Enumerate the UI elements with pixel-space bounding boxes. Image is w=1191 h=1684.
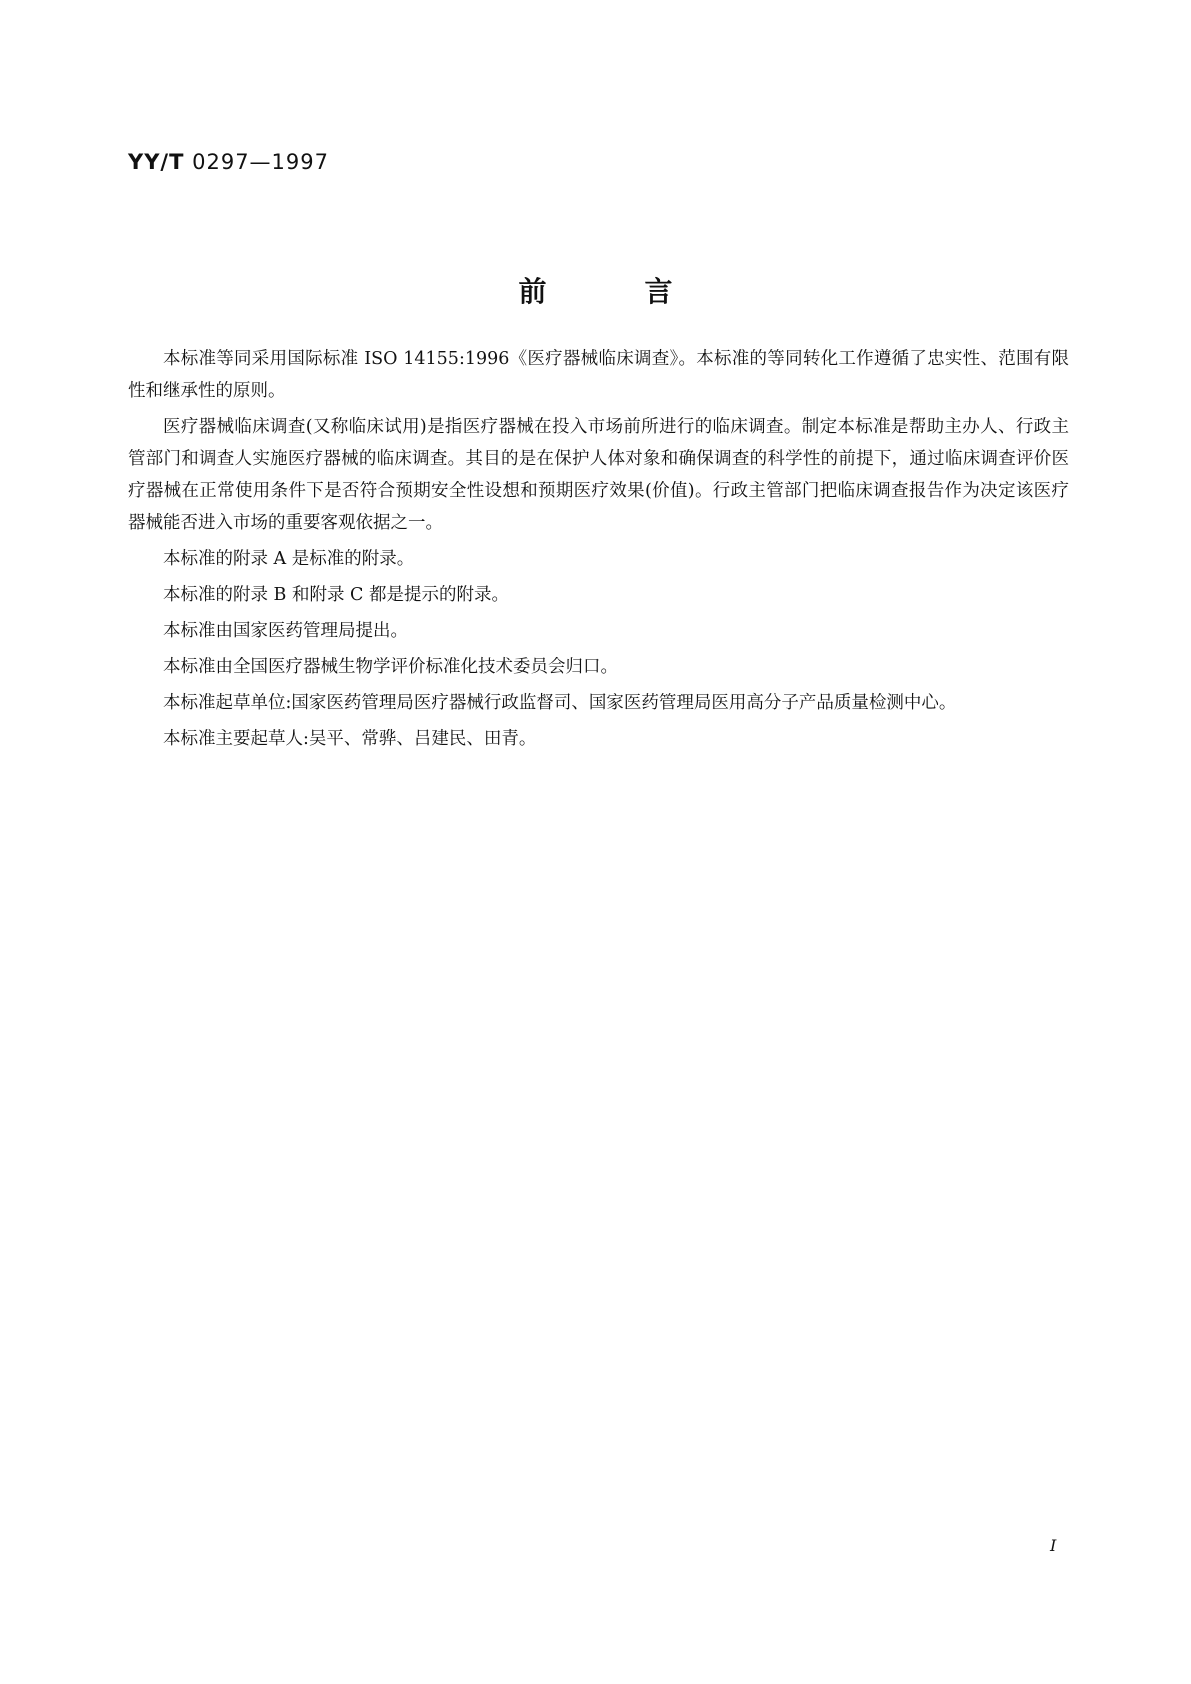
paragraph-drafters: 本标准主要起草人:吴平、常骅、吕建民、田青。	[163, 729, 537, 749]
paragraph-committee: 本标准由全国医疗器械生物学评价标准化技术委员会归口。	[163, 657, 618, 677]
paragraph-adoption: 本标准等同采用国际标准 ISO 14155:1996《医疗器械临床调查》。本标准的等同转化工作遵循了忠实性、范围有限性和继承性的原则。	[128, 349, 1069, 401]
paragraph-definition: 医疗器械临床调查(又称临床试用)是指医疗器械在投入市场前所进行的临床调查。制定本标准是帮助主办人、行政主管部门和调查人实施医疗器械的临床调查。其目的是在保护人体对象和确保调查的科学性的前提下，通过临床调查评价医疗器械在正常使用条件下是否符合预期安全性设想和预期医疗效果(价值)。行政主管部门把临床调查报告作为决定该医疗器械能否进入市场的重要客观依据之一。	[128, 417, 1069, 533]
paragraph-annex-b-c: 本标准的附录 B 和附录 C 都是提示的附录。	[163, 585, 509, 605]
paragraph-proposed-by: 本标准由国家医药管理局提出。	[163, 621, 408, 641]
page-title: 前言	[518, 275, 771, 308]
standard-number: 0297—1997	[192, 150, 329, 174]
standard-code	[128, 150, 329, 174]
standard-prefix: YY/T	[128, 150, 185, 174]
paragraph-annex-a: 本标准的附录 A 是标准的附录。	[163, 549, 415, 569]
paragraph-drafting-units: 本标准起草单位:国家医药管理局医疗器械行政监督司、国家医药管理局医用高分子产品质量检测中心。	[163, 693, 957, 713]
foreword-body	[128, 343, 1069, 759]
page-number: I	[1050, 1536, 1057, 1555]
